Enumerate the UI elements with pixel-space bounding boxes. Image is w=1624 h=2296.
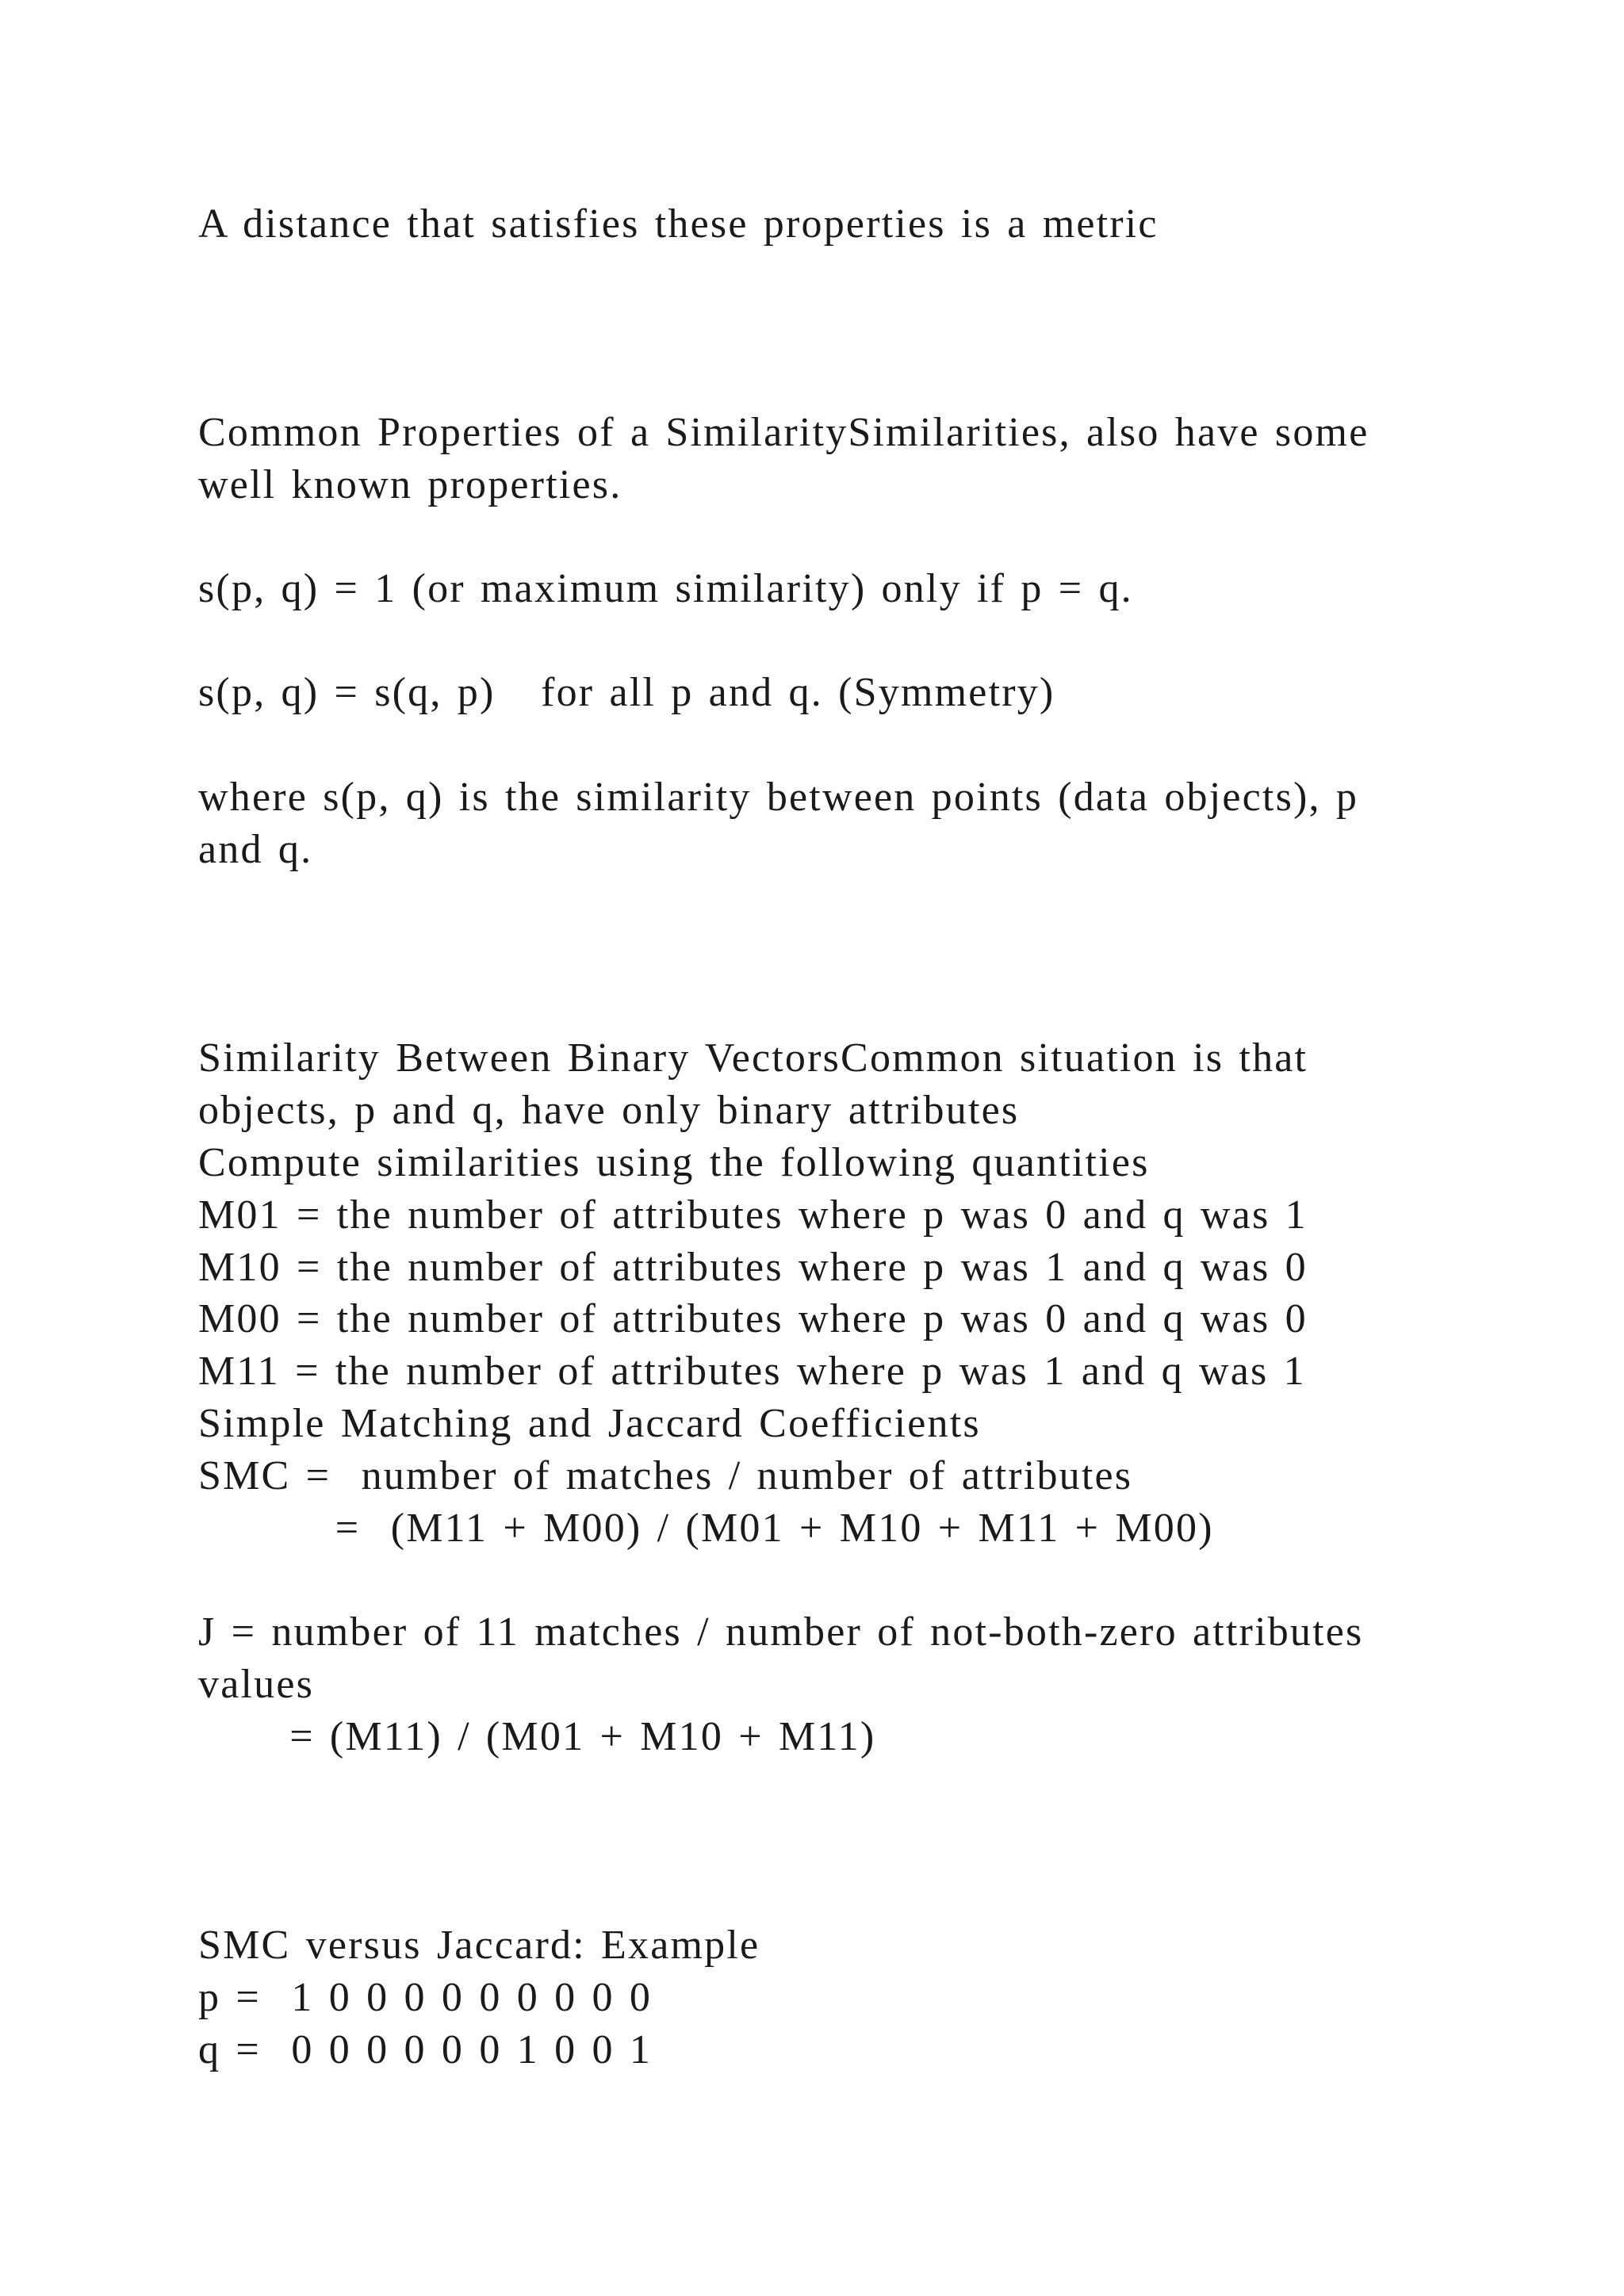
jaccard-definition: J = number of 11 matches / number of not-both-zero attributes bbox=[198, 1609, 1364, 1655]
property-symmetry: s(p, q) = s(q, p) for all p and q. (Symmetry) bbox=[198, 670, 1055, 715]
quantity-m10: M10 = the number of attributes where p was 1 and q was 0 bbox=[198, 1245, 1308, 1290]
example-vector-q: q = 0 0 0 0 0 0 1 0 0 1 bbox=[198, 2027, 653, 2072]
quantity-m00: M00 = the number of attributes where p was 0 and q was 0 bbox=[198, 1296, 1308, 1341]
jaccard-definition-cont: values bbox=[198, 1662, 315, 1707]
quantities-intro: Compute similarities using the following quantities bbox=[198, 1140, 1150, 1185]
quantity-m11: M11 = the number of attributes where p was 1 and q was 1 bbox=[198, 1349, 1306, 1394]
binary-vectors-heading: Similarity Between Binary VectorsCommon situation is that bbox=[198, 1035, 1308, 1081]
similarity-properties-heading: Common Properties of a SimilaritySimilarities, also have some bbox=[198, 410, 1369, 455]
jaccard-formula: = (M11) / (M01 + M10 + M11) bbox=[198, 1714, 876, 1759]
coefficients-heading: Simple Matching and Jaccard Coefficients bbox=[198, 1401, 981, 1446]
property-max-similarity: s(p, q) = 1 (or maximum similarity) only if p = q. bbox=[198, 566, 1133, 611]
similarity-properties-heading-cont: well known properties. bbox=[198, 462, 622, 507]
similarity-definition: where s(p, q) is the similarity between points (data objects), p bbox=[198, 775, 1359, 820]
binary-vectors-heading-cont: objects, p and q, have only binary attributes bbox=[198, 1088, 1020, 1133]
quantity-m01: M01 = the number of attributes where p was 0 and q was 1 bbox=[198, 1192, 1308, 1238]
smc-formula: = (M11 + M00) / (M01 + M10 + M11 + M00) bbox=[198, 1506, 1214, 1551]
metric-statement: A distance that satisfies these properties is a metric bbox=[198, 201, 1159, 247]
similarity-definition-cont: and q. bbox=[198, 827, 313, 872]
example-vector-p: p = 1 0 0 0 0 0 0 0 0 0 bbox=[198, 1975, 653, 2020]
example-heading: SMC versus Jaccard: Example bbox=[198, 1923, 760, 1968]
smc-definition: SMC = number of matches / number of attributes bbox=[198, 1453, 1133, 1498]
